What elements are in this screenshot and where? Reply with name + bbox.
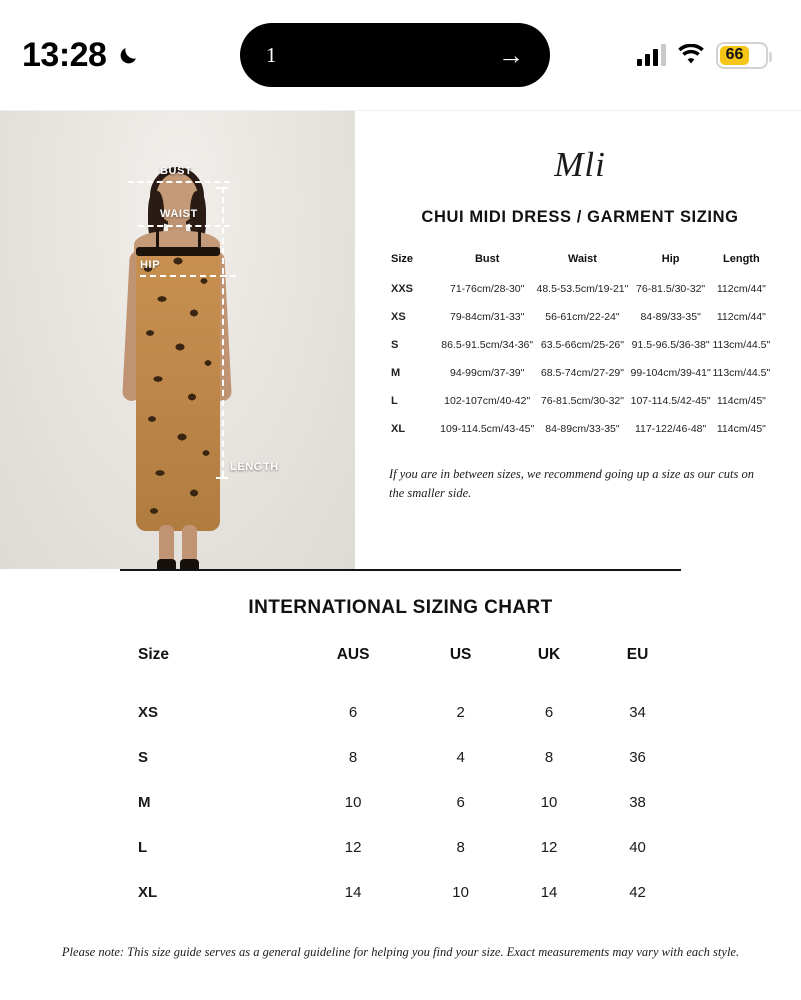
header-aus: AUS [336,646,370,663]
table-row [120,690,681,735]
cell-length: 114cm/45" [716,423,766,435]
cell-uk: 10 [540,794,558,811]
cell-aus: 10 [344,794,362,811]
cell-bust: 86.5-91.5cm/34-36" [441,339,534,351]
table-row [389,415,771,443]
model-leg-right [182,525,197,563]
cell-eu: 34 [629,704,646,721]
length-label: LENGTH [230,461,279,473]
header-length: Length [723,253,760,265]
international-title: INTERNATIONAL SIZING CHART [248,597,553,618]
table-row [389,331,771,359]
table-row [389,387,771,415]
cell-aus: 12 [344,839,362,856]
signal-bars-icon [637,44,666,66]
cell-aus: 8 [348,749,358,766]
clock-time: 13:28 [22,35,107,74]
header-uk: UK [537,646,561,663]
cell-waist: 63.5-66cm/25-26" [540,339,624,351]
go-arrow-icon[interactable]: → [498,40,524,70]
cell-size: M [391,367,401,379]
header-us: US [449,646,472,663]
cell-uk: 12 [540,839,558,856]
table-row [389,303,771,331]
cell-hip: 84-89/33-35" [640,311,701,323]
table-row [389,359,771,387]
international-sizing-section [120,569,681,915]
cell-length: 113cm/44.5" [712,339,771,351]
brand-logo: Mli [554,145,606,184]
cell-eu: 38 [629,794,646,811]
table-row [389,275,771,303]
cell-size: XS [138,704,159,721]
cell-uk: 8 [544,749,554,766]
cell-uk: 6 [544,704,554,721]
model-legs [156,525,200,565]
cell-bust: 94-99cm/37-39" [450,367,525,379]
table-row [120,735,681,780]
cell-hip: 107-114.5/42-45" [630,395,711,407]
cell-us: 8 [456,839,465,856]
cell-eu: 36 [629,749,646,766]
table-row [120,870,681,915]
table-row [120,780,681,825]
cell-size: XS [391,311,406,323]
model-shoe-left [157,559,176,569]
cell-aus: 6 [348,704,358,721]
header-size: Size [138,646,170,663]
footer-note: Please note: This size guide serves as a general guideline for helping you find your size. Exact measurements may vary with each style. [61,945,740,959]
cell-length: 114cm/45" [716,395,766,407]
cell-size: M [138,794,151,811]
international-sizing-table [120,645,681,915]
cell-size: XL [391,423,406,435]
header-waist: Waist [567,253,597,265]
cell-length: 112cm/44" [716,283,766,295]
cell-size: L [138,839,148,856]
bust-label: BUST [160,165,193,177]
cell-hip: 99-104cm/39-41" [630,367,711,379]
cell-bust: 79-84cm/31-33" [450,311,525,323]
cell-waist: 76-81.5cm/30-32" [540,395,624,407]
battery-fill [720,46,749,65]
cell-us: 6 [456,794,465,811]
cell-size: XL [138,884,158,901]
header-size: Size [391,253,414,265]
model-figure [112,173,240,569]
battery-level-label: 66 [725,46,744,63]
garment-sizing-section [0,110,801,569]
length-measure-line [222,187,224,477]
cell-hip: 117-122/46-48" [634,423,707,435]
cell-length: 113cm/44.5" [712,367,771,379]
browser-status-bar [0,0,801,110]
cell-bust: 109-114.5cm/43-45" [440,423,535,435]
address-bar[interactable] [240,23,550,87]
model-photo [0,111,355,569]
cell-eu: 42 [629,884,646,901]
cell-size: S [391,339,399,351]
cell-waist: 48.5-53.5cm/19-21" [536,283,629,295]
cell-us: 2 [456,704,465,721]
model-leg-left [159,525,174,563]
dress-lace-trim [136,247,220,256]
cell-waist: 68.5-74cm/27-29" [540,367,624,379]
moon-icon [116,42,142,68]
status-left-group [22,36,222,75]
garment-sizing-table [389,249,771,443]
model-shoe-right [180,559,199,569]
size-guide-page [0,110,801,960]
header-eu: EU [626,646,649,663]
header-hip: Hip [661,253,680,265]
sizing-note: If you are in between sizes, we recommend going up a size as our cuts on the smaller side. [389,467,754,500]
leopard-dress [136,251,220,531]
url-input[interactable]: 1 [266,42,277,67]
cell-us: 4 [456,749,465,766]
waist-measure-line [138,225,230,227]
cell-size: XXS [391,283,414,295]
cell-length: 112cm/44" [716,311,766,323]
cell-waist: 84-89cm/33-35" [545,423,620,435]
cell-uk: 14 [540,884,558,901]
cell-aus: 14 [344,884,362,901]
table-header-row [389,249,771,275]
cell-eu: 40 [629,839,646,856]
battery-icon [716,42,768,69]
length-cap-top [216,187,228,189]
page-title: CHUI MIDI DRESS / GARMENT SIZING [421,208,739,226]
hip-label: HIP [140,259,161,271]
waist-label: WAIST [160,208,198,220]
table-header-row [120,645,681,690]
length-cap-bottom [216,477,228,479]
wifi-icon [677,44,705,66]
garment-info-column [355,111,801,569]
cell-bust: 71-76cm/28-30" [450,283,525,295]
status-right-group [568,42,768,69]
cell-waist: 56-61cm/22-24" [545,311,620,323]
bust-measure-line [128,181,230,183]
header-bust: Bust [474,253,500,265]
cell-hip: 76-81.5/30-32" [636,283,706,295]
cell-us: 10 [452,884,469,901]
cell-size: S [138,749,149,766]
cell-bust: 102-107cm/40-42" [444,395,531,407]
cell-size: L [391,395,398,407]
cell-hip: 91.5-96.5/36-38" [631,339,710,351]
table-row [120,825,681,870]
